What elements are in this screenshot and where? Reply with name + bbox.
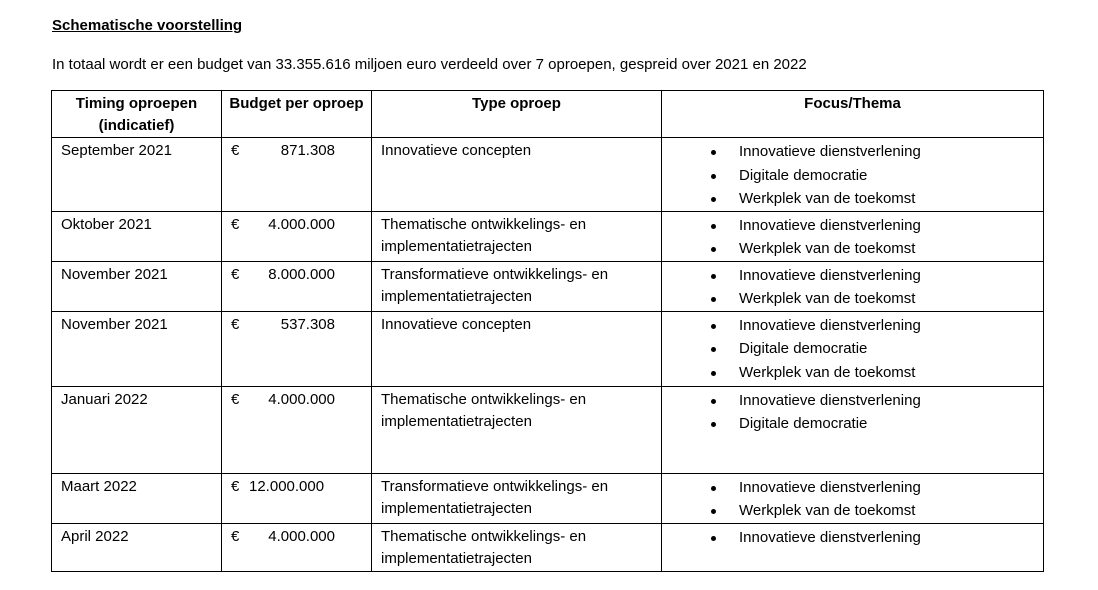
- cell-type: Transformatieve ontwikkelings- en implementatietrajecten: [372, 473, 662, 523]
- table-header-row: [52, 91, 1044, 138]
- cell-type: Thematische ontwikkelings- en implementatietrajecten: [372, 211, 662, 261]
- budget-amount: 871.308: [280, 142, 335, 159]
- table-row: [52, 261, 1044, 311]
- focus-item: Innovatieve dienstverlening: [701, 389, 1035, 413]
- cell-budget: [222, 473, 372, 523]
- header-type: Type oproep: [372, 91, 662, 138]
- focus-item: Innovatieve dienstverlening: [701, 264, 1035, 288]
- cell-type: Innovatieve concepten: [372, 138, 662, 212]
- cell-type: Innovatieve concepten: [372, 311, 662, 386]
- currency-symbol: €: [231, 142, 240, 159]
- focus-item: Innovatieve dienstverlening: [701, 476, 1035, 500]
- focus-list: [671, 389, 1035, 436]
- budget-amount: 537.308: [280, 315, 335, 333]
- intro-text: In totaal wordt er een budget van 33.355.616 miljoen euro verdeeld over 7 oproepen, gespreid over 2021 en 2022: [52, 56, 807, 73]
- cell-budget: [222, 261, 372, 311]
- budget-amount: 8.000.000: [268, 265, 335, 283]
- cell-focus: [662, 311, 1044, 386]
- focus-item: Innovatieve dienstverlening: [701, 140, 1035, 164]
- header-budget: Budget per oproep: [222, 91, 372, 138]
- cell-timing: November 2021: [52, 311, 222, 386]
- currency-symbol: €: [231, 390, 240, 408]
- budget-amount: 4.000.000: [268, 390, 335, 408]
- table-row: [52, 211, 1044, 261]
- focus-item: Digitale democratie: [701, 337, 1035, 361]
- focus-item: Werkplek van de toekomst: [701, 499, 1035, 523]
- budget-amount: 4.000.000: [268, 215, 335, 233]
- currency-symbol: €: [231, 477, 240, 495]
- schedule-table: [51, 90, 1044, 572]
- currency-symbol: €: [231, 527, 240, 545]
- cell-focus: [662, 473, 1044, 523]
- focus-list: [671, 140, 1035, 211]
- table-row: [52, 523, 1044, 571]
- cell-focus: [662, 211, 1044, 261]
- cell-timing: Oktober 2021: [52, 211, 222, 261]
- focus-list: [671, 476, 1035, 523]
- focus-item: Innovatieve dienstverlening: [701, 214, 1035, 238]
- table-row: [52, 473, 1044, 523]
- cell-budget: [222, 138, 372, 212]
- header-focus: Focus/Thema: [662, 91, 1044, 138]
- currency-symbol: €: [231, 315, 240, 333]
- cell-focus: [662, 523, 1044, 571]
- focus-item: Werkplek van de toekomst: [701, 237, 1035, 261]
- focus-list: [671, 526, 1035, 550]
- focus-list: [671, 314, 1035, 385]
- cell-budget: [222, 386, 372, 473]
- cell-focus: [662, 138, 1044, 212]
- focus-item: Werkplek van de toekomst: [701, 361, 1035, 385]
- focus-item: Werkplek van de toekomst: [701, 287, 1035, 311]
- cell-budget: [222, 311, 372, 386]
- cell-timing: Januari 2022: [52, 386, 222, 473]
- cell-type: Thematische ontwikkelings- en implementatietrajecten: [372, 523, 662, 571]
- table-row: [52, 138, 1044, 212]
- cell-focus: [662, 261, 1044, 311]
- table-row: [52, 386, 1044, 473]
- cell-type: Thematische ontwikkelings- en implementatietrajecten: [372, 386, 662, 473]
- currency-symbol: €: [231, 265, 240, 283]
- cell-timing: September 2021: [52, 138, 222, 212]
- cell-budget: [222, 211, 372, 261]
- cell-timing: Maart 2022: [52, 473, 222, 523]
- currency-symbol: €: [231, 215, 240, 233]
- focus-item: Innovatieve dienstverlening: [701, 314, 1035, 338]
- focus-item: Innovatieve dienstverlening: [701, 526, 1035, 550]
- cell-timing: November 2021: [52, 261, 222, 311]
- focus-list: [671, 214, 1035, 261]
- budget-amount: 12.000.000: [249, 477, 325, 495]
- focus-list: [671, 264, 1035, 311]
- cell-type: Transformatieve ontwikkelings- en implementatietrajecten: [372, 261, 662, 311]
- budget-amount: 4.000.000: [268, 527, 335, 545]
- focus-item: Digitale democratie: [701, 164, 1035, 188]
- page-title: Schematische voorstelling: [52, 17, 243, 34]
- header-timing-line2: (indicatief): [98, 117, 175, 134]
- focus-item: Digitale democratie: [701, 412, 1035, 436]
- cell-timing: April 2022: [52, 523, 222, 571]
- table-row: [52, 311, 1044, 386]
- cell-focus: [662, 386, 1044, 473]
- cell-budget: [222, 523, 372, 571]
- header-timing-line1: Timing oproepen: [75, 95, 198, 112]
- focus-item: Werkplek van de toekomst: [701, 187, 1035, 211]
- header-timing: [52, 91, 222, 138]
